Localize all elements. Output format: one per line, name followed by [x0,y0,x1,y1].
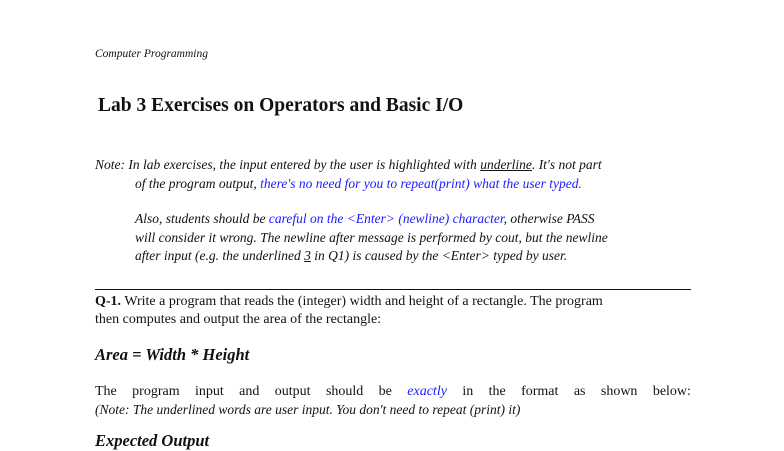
note-label: Note: [95,157,125,172]
underline-word: underline [480,157,532,172]
io-word: below: [652,384,691,399]
note-line-4: will consider it wrong. The newline after message is performed by cout, but the newline [135,230,608,245]
note-highlight: there's no need for you to repeat(print) what the user typed. [260,176,582,191]
io-word: output [274,384,311,399]
q1-label: Q-1. [95,294,122,309]
io-word: format [521,384,559,399]
section-divider [95,289,691,290]
io-word: as [573,384,586,399]
io-word: should [325,384,364,399]
course-header: Computer Programming [95,48,208,60]
page-title: Lab 3 Exercises on Operators and Basic I/O [98,95,464,116]
q1-text: Write a program that reads the (integer) width and height of a rectangle. The program [124,294,603,309]
io-word: The [95,384,117,399]
note-highlight: careful on the <Enter> (newline) character [268,211,504,226]
note-text: In lab exercises, the input entered by the user is highlighted with [128,157,477,172]
io-word: and [239,384,260,399]
note-text: of the program output, [135,176,257,191]
io-word: program [132,384,180,399]
note-line-1 [95,157,602,173]
note-text: . It's not part [531,157,602,172]
note-text: after input (e.g. the underlined [135,248,301,263]
io-word: input [194,384,224,399]
note-text: in Q1) is caused by the <Enter> typed by user. [314,248,568,263]
io-word: in [462,384,474,399]
io-instruction-line [95,384,691,400]
io-word: the [488,384,506,399]
note-text: Also, students should be [135,211,266,226]
io-word: be [378,384,392,399]
underline-example: 3 [304,248,311,263]
note-line-3 [135,211,595,227]
io-word: shown [600,384,638,399]
q1-line-1 [95,294,603,310]
note-text: , otherwise PASS [503,211,595,226]
io-word-emphasis: exactly [407,384,447,399]
q1-line-2: then computes and output the area of the rectangle: [95,312,382,327]
note-line-5 [135,248,567,264]
next-heading-partial: Expected Output [95,431,210,450]
area-formula: Area = Width * Height [95,345,250,364]
note-line-2 [135,176,582,192]
io-note: (Note: The underlined words are user input. You don't need to repeat (print) it) [95,402,521,417]
